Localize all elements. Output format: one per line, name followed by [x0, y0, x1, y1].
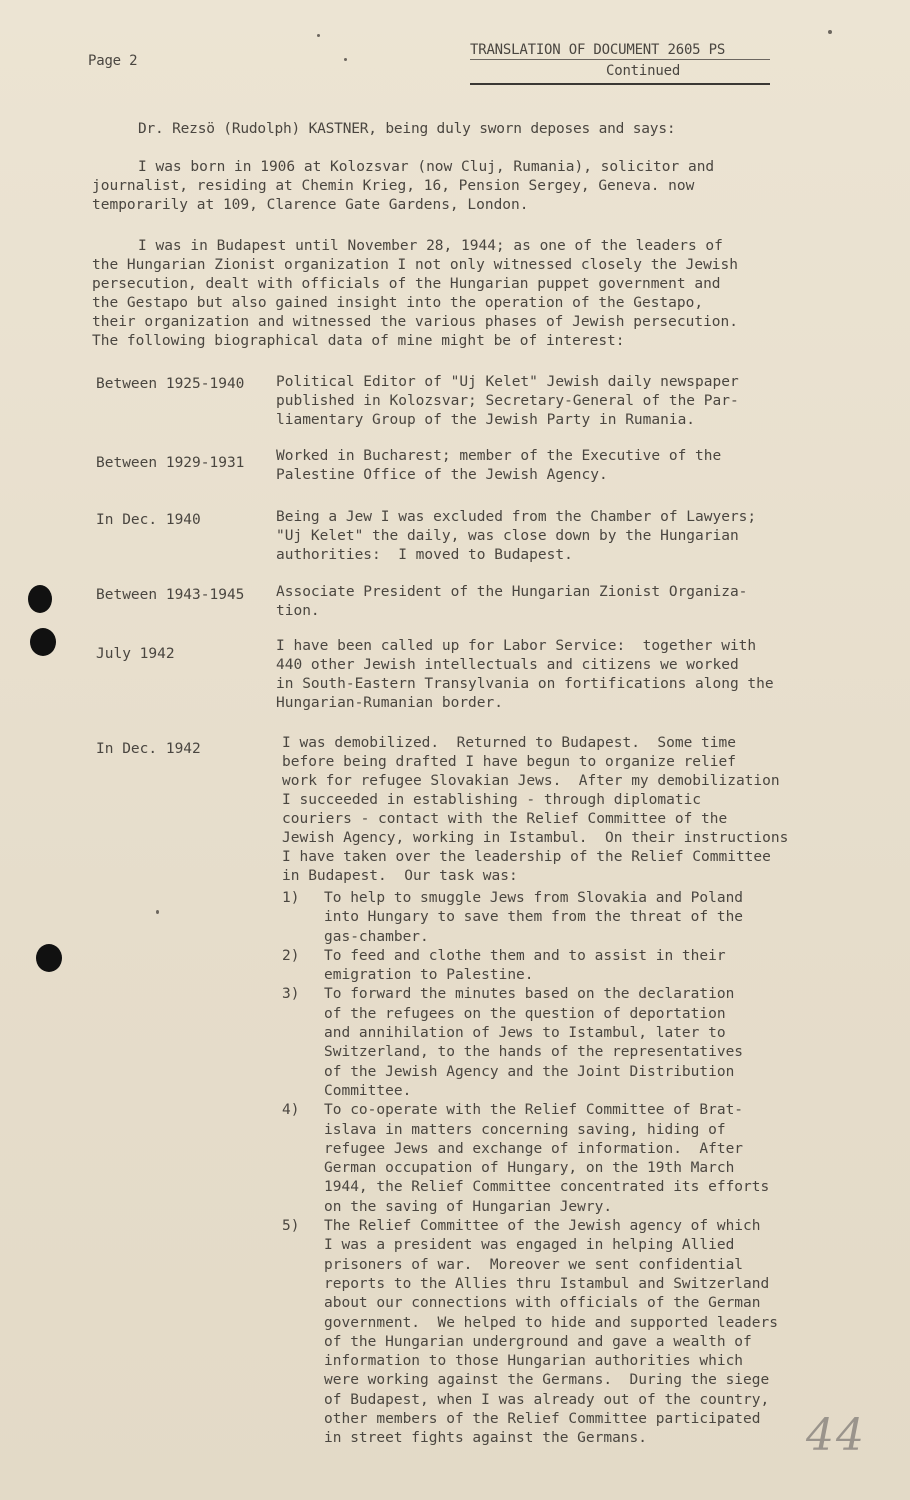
text-line: emigration to Palestine. — [324, 967, 534, 984]
task-number: 4) — [282, 1102, 300, 1119]
text-line: I was born in 1906 at Kolozsvar (now Cluj, Rumania), solicitor and — [138, 159, 715, 175]
text-line: and annihilation of Jews to Istambul, later to — [324, 1025, 726, 1042]
text-line: journalist, residing at Chemin Krieg, 16, Pension Sergey, Geneva. now — [92, 178, 695, 194]
text-line: refugee Jews and exchange of information. After — [324, 1140, 744, 1157]
entry-text — [276, 637, 774, 713]
entry-text — [276, 447, 721, 485]
text-line: the Gestapo but also gained insight into the operation of the Gestapo, — [92, 295, 704, 311]
text-line: Being a Jew I was excluded from the Chamber of Lawyers; — [276, 509, 757, 525]
text-line: before being drafted I have begun to organize relief — [282, 754, 736, 770]
paper-speck — [156, 910, 159, 914]
handwritten-page-number: 44 — [806, 1410, 866, 1461]
text-line: in street fights against the Germans. — [324, 1430, 648, 1447]
text-line: I have taken over the leadership of the Relief Committee — [282, 849, 771, 865]
text-line: into Hungary to save them from the threat of the — [324, 909, 744, 926]
text-line: Switzerland, to the hands of the representatives — [324, 1044, 744, 1061]
task-number: 3) — [282, 986, 300, 1003]
text-line: German occupation of Hungary, on the 19th March — [324, 1160, 735, 1177]
text-line: Political Editor of "Uj Kelet" Jewish daily newspaper — [276, 374, 739, 390]
text-line: To feed and clothe them and to assist in their — [324, 947, 726, 964]
entry-text — [282, 734, 788, 886]
text-line: the Hungarian Zionist organization I not only witnessed closely the Jewish — [92, 257, 739, 273]
paper-speck — [828, 30, 832, 34]
text-line: To co-operate with the Relief Committee of Brat- — [324, 1102, 744, 1119]
text-line: To forward the minutes based on the declaration — [324, 986, 735, 1003]
entry-text — [276, 373, 739, 430]
document-subtitle: Continued — [606, 63, 681, 79]
text-line: islava in matters concerning saving, hiding of — [324, 1121, 726, 1138]
task-item — [282, 1217, 778, 1449]
header-rule — [470, 83, 770, 85]
opening-statement: Dr. Rezsö (Rudolph) KASTNER, being duly sworn deposes and says: — [138, 121, 676, 137]
text-line: prisoners of war. Moreover we sent confidential — [324, 1256, 744, 1273]
paragraph — [92, 158, 714, 215]
text-line: were working against the Germans. During the siege — [324, 1372, 770, 1389]
text-line: on the saving of Hungarian Jewry. — [324, 1198, 613, 1215]
text-line: work for refugee Slovakian Jews. After my demobilization — [282, 773, 780, 789]
text-line: The Relief Committee of the Jewish agency of which — [324, 1218, 761, 1235]
paper-speck — [317, 34, 320, 37]
task-number: 5) — [282, 1218, 300, 1235]
task-number: 2) — [282, 947, 300, 964]
paragraph — [92, 237, 738, 351]
task-item — [282, 889, 778, 947]
text-line: I was a president was engaged in helping Allied — [324, 1237, 735, 1254]
text-line: of the Jewish Agency and the Joint Distribution — [324, 1063, 735, 1080]
entry-date: In Dec. 1940 — [96, 512, 201, 528]
text-line: published in Kolozsvar; Secretary-General of the Par- — [276, 393, 739, 409]
task-item — [282, 1101, 778, 1217]
text-line: I was demobilized. Returned to Budapest. Some time — [282, 735, 736, 751]
text-line: of the refugees on the question of deportation — [324, 1005, 726, 1022]
text-line: of the Hungarian underground and gave a wealth of — [324, 1333, 752, 1350]
title-underline — [470, 59, 770, 60]
punch-hole — [28, 585, 52, 613]
task-list — [282, 889, 778, 1449]
text-line: of Budapest, when I was already out of the country, — [324, 1391, 770, 1408]
text-line: "Uj Kelet" the daily, was close down by the Hungarian — [276, 528, 739, 544]
text-line: couriers - contact with the Relief Committee of the — [282, 811, 728, 827]
document-title: TRANSLATION OF DOCUMENT 2605 PS — [470, 42, 726, 58]
text-line: Jewish Agency, working in Istambul. On their instructions — [282, 830, 789, 846]
task-item — [282, 947, 778, 986]
text-line: government. We helped to hide and supported leaders — [324, 1314, 778, 1331]
text-line: about our connections with officials of the German — [324, 1295, 761, 1312]
text-line: liamentary Group of the Jewish Party in Rumania. — [276, 412, 696, 428]
text-line: their organization and witnessed the various phases of Jewish persecution. — [92, 314, 739, 330]
entry-text — [276, 508, 756, 565]
text-line: other members of the Relief Committee participated — [324, 1411, 761, 1428]
entry-date: Between 1925-1940 — [96, 376, 245, 392]
text-line: information to those Hungarian authorities which — [324, 1353, 744, 1370]
text-line: in Budapest. Our task was: — [282, 868, 518, 884]
text-line: persecution, dealt with officials of the Hungarian puppet government and — [92, 276, 721, 292]
text-line: I was in Budapest until November 28, 1944; as one of the leaders of — [138, 238, 723, 254]
text-line: To help to smuggle Jews from Slovakia and Poland — [324, 890, 744, 906]
text-line: temporarily at 109, Clarence Gate Gardens, London. — [92, 197, 529, 213]
text-line: 1944, the Relief Committee concentrated its efforts — [324, 1179, 770, 1196]
text-line: Associate President of the Hungarian Zionist Organiza- — [276, 584, 748, 600]
entry-date: Between 1943-1945 — [96, 587, 245, 603]
text-line: I succeeded in establishing - through diplomatic — [282, 792, 702, 808]
entry-date: Between 1929-1931 — [96, 455, 245, 471]
text-line: I have been called up for Labor Service: together with — [276, 638, 757, 654]
text-line: Committee. — [324, 1082, 412, 1099]
text-line: in South-Eastern Transylvania on fortifications along the — [276, 676, 774, 692]
text-line: authorities: I moved to Budapest. — [276, 547, 573, 563]
text-line: Worked in Bucharest; member of the Executive of the — [276, 448, 722, 464]
entry-date: In Dec. 1942 — [96, 741, 201, 757]
text-line: The following biographical data of mine might be of interest: — [92, 333, 625, 349]
text-line: tion. — [276, 603, 320, 619]
paper-speck — [344, 58, 347, 61]
entry-text — [276, 583, 747, 621]
task-item — [282, 985, 778, 1101]
text-line: gas-chamber. — [324, 928, 429, 945]
text-line: Palestine Office of the Jewish Agency. — [276, 467, 608, 483]
punch-hole — [30, 628, 56, 656]
punch-hole — [36, 944, 62, 972]
text-line: 440 other Jewish intellectuals and citizens we worked — [276, 657, 739, 673]
page-label: Page 2 — [88, 53, 138, 69]
entry-date: July 1942 — [96, 646, 175, 662]
task-number: 1) — [282, 890, 300, 906]
text-line: Hungarian-Rumanian border. — [276, 695, 503, 711]
text-line: reports to the Allies thru Istambul and Switzerland — [324, 1275, 770, 1292]
